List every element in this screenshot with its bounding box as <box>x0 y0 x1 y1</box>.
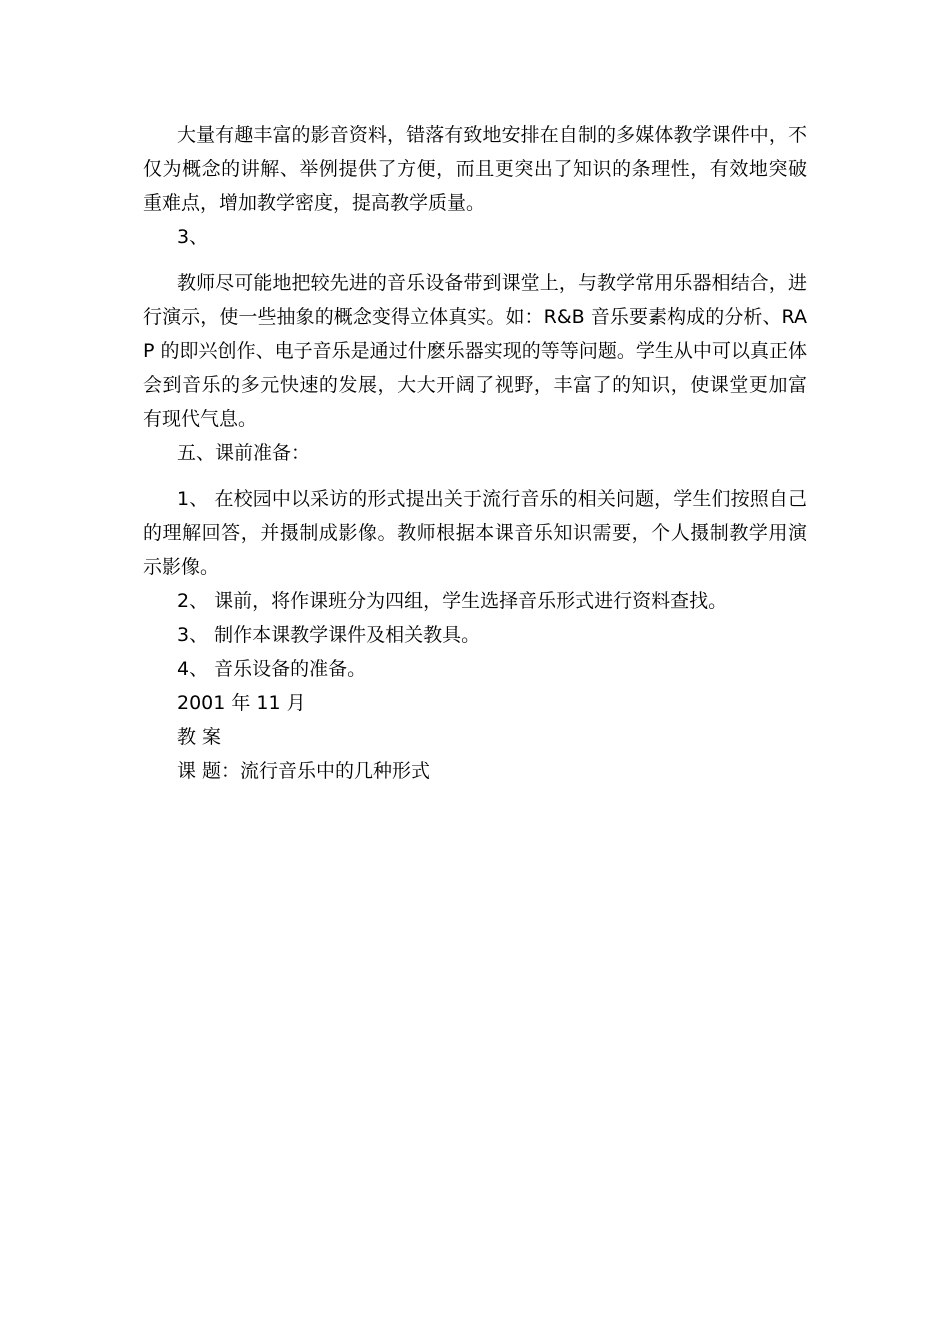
document-date: 2001 年 11 月 <box>177 692 306 714</box>
paragraph-multimedia-resources: 大量有趣丰富的影音资料，错落有致地安排在自制的多媒体教学课件中，不仅为概念的讲解、举例提供了方便，而且更突出了知识的条理性，有效地突破重难点，增加教学密度，提高教学质量。 <box>143 124 807 214</box>
paragraph-music-equipment: 教师尽可能地把较先进的音乐设备带到课堂上，与教学常用乐器相结合，进行演示，使一些抽象的概念变得立体真实。如：R&B 音乐要素构成的分析、RAP 的即兴创作、电子音乐是通过什麽乐器实现的等等问题。学生从中可以真正体会到音乐的多元快速的发展，大大开阔了视野，丰富了的知识，使课堂更加富有现代气息。 <box>143 272 807 430</box>
lesson-topic: 课 题：流行音乐中的几种形式 <box>177 760 431 782</box>
prep-item-1: 1、 在校园中以采访的形式提出关于流行音乐的相关问题，学生们按照自己的理解回答，并摄制成影像。教师根据本课音乐知识需要，个人摄制教学用演示影像。 <box>143 488 807 578</box>
lesson-plan-label: 教 案 <box>177 726 222 748</box>
paragraph-item-3-heading: 3、 <box>177 226 209 248</box>
section-heading-preparation: 五、课前准备： <box>177 442 311 464</box>
prep-item-4: 4、 音乐设备的准备。 <box>177 658 367 680</box>
document-body <box>143 118 807 788</box>
prep-item-2: 2、 课前，将作课班分为四组，学生选择音乐形式进行资料查找。 <box>177 590 728 612</box>
prep-item-3: 3、 制作本课教学课件及相关教具。 <box>177 624 481 646</box>
